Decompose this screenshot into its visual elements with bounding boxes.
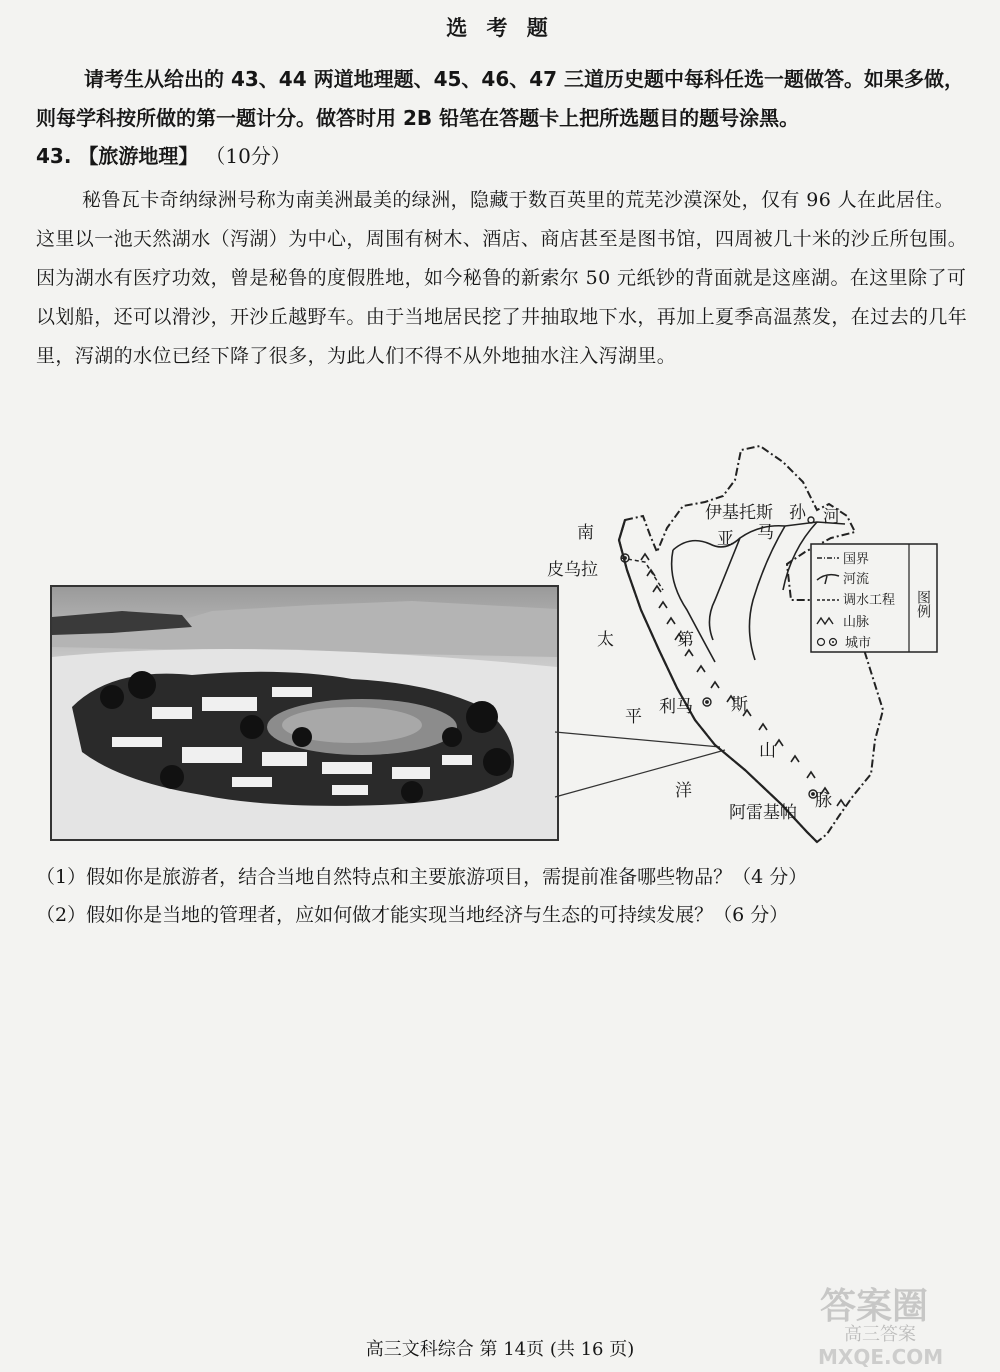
label-lima: 利马 bbox=[659, 697, 693, 717]
watermark bbox=[812, 1274, 992, 1368]
legend-mountain: 山脉 bbox=[843, 615, 870, 630]
legend-water-transfer: 调水工程 bbox=[843, 593, 896, 608]
label-he: 河 bbox=[823, 507, 840, 527]
section-heading: 选 考 题 bbox=[446, 16, 554, 40]
sub-question-1: （1）假如你是旅游者，结合当地自然特点和主要旅游项目，需提前准备哪些物品？（4 分） bbox=[36, 866, 808, 888]
label-nan: 南 bbox=[577, 523, 594, 543]
label-tai: 太 bbox=[597, 630, 614, 650]
watermark-sub: 高三答案 bbox=[844, 1324, 916, 1345]
label-di: 第 bbox=[677, 630, 694, 650]
legend-river: 河流 bbox=[843, 572, 870, 587]
peru-map bbox=[547, 440, 955, 860]
cities bbox=[621, 517, 817, 798]
label-ma: 马 bbox=[757, 523, 774, 543]
label-iquitos: 伊基托斯 bbox=[705, 503, 773, 523]
question-score: （10分） bbox=[205, 144, 291, 168]
oasis-photo bbox=[50, 585, 559, 841]
label-arequipa: 阿雷基帕 bbox=[729, 803, 797, 823]
question-topic: 【旅游地理】 bbox=[78, 144, 199, 168]
question-passage: 秘鲁瓦卡奇纳绿洲号称为南美洲最美的绿洲，隐藏于数百英里的荒芜沙漠深处，仅有 96 人在此居住。这里以一池天然湖水（泻湖）为中心，周围有树木、酒店、商店甚至是图书馆，四周被几十米的沙丘所包围。因为湖水有医疗功效，曾是秘鲁的度假胜地，如今秘鲁的新索尔 50 元纸钞的背面就是这座湖。在这里除了可以划船，还可以滑沙，开沙丘越野车。由于当地居民挖了井抽取地下水，再加上夏季高温蒸发，在过去的几年里，泻湖的水位已经下降了很多，为此人们不得不从外地抽水注入泻湖里。 bbox=[36, 189, 968, 367]
page-footer: 高三文科综合 第 14页 (共 16 页) bbox=[365, 1339, 635, 1360]
label-mai: 脉 bbox=[815, 791, 832, 811]
legend-border: 国界 bbox=[843, 552, 870, 567]
instructions: 请考生从给出的 43、44 两道地理题、45、46、47 三道历史题中每科任选一题做答。如果多做，则每学科按所做的第一题计分。做答时用 2B 铅笔在答题卡上把所选题目的题号涂黑。 bbox=[36, 67, 965, 130]
label-ya: 亚 bbox=[717, 529, 734, 549]
map-legend bbox=[811, 544, 937, 652]
sub-question-2: （2）假如你是当地的管理者，应如何做才能实现当地经济与生态的可持续发展？（6 分） bbox=[36, 904, 789, 926]
legend-title: 图例 bbox=[915, 590, 931, 618]
label-ping: 平 bbox=[625, 707, 642, 727]
label-piura: 皮乌拉 bbox=[547, 560, 598, 580]
label-shan: 山 bbox=[759, 741, 776, 761]
watermark-main: 答案圈 bbox=[820, 1286, 929, 1327]
label-yang: 洋 bbox=[675, 781, 692, 801]
sub-questions bbox=[36, 858, 976, 934]
label-si: 斯 bbox=[731, 695, 748, 715]
label-sun: 孙 bbox=[789, 503, 806, 523]
question-number: 43. bbox=[36, 144, 72, 168]
watermark-domain: MXQE.COM bbox=[818, 1345, 944, 1369]
question-title bbox=[36, 140, 291, 169]
legend-city: 城市 bbox=[845, 636, 872, 651]
